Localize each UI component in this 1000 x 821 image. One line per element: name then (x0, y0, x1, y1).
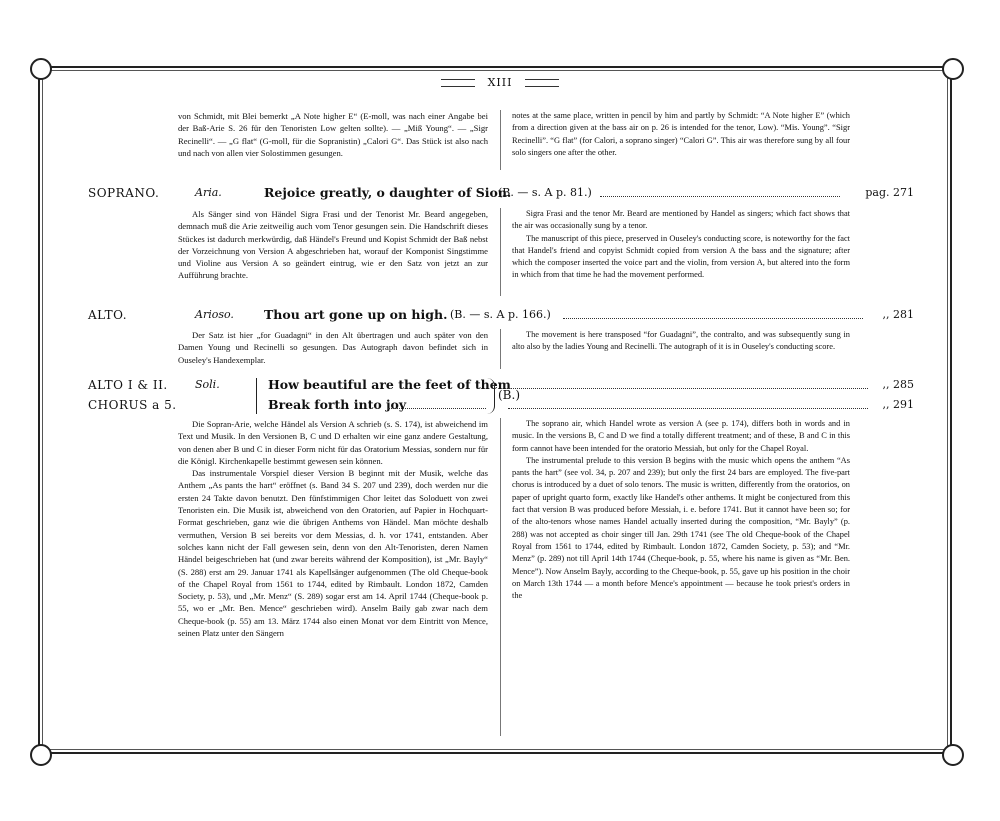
soprano-german-text: Als Sänger sind von Händel Sigra Frasi und der Tenorist Mr. Beard angegeben, demnach muß die Arie zeitweilig auch vom Tenor gesungen sein. Die Handschrift dieses Stückes ist dadurch merkwürdig, daß Händel's Freund und Kopist Schmidt der Baß nebst der Vorzeichnung von Version A abgeschrieben hat, worauf der Komponist Singstimme und Violine aus Version A so geändert eintrug, wie er den Satz von jetzt an zur Aufführung brachte. (178, 209, 488, 281)
alto-german-text: Der Satz ist hier „for Guadagni“ in den Alt übertragen und auch später von den Damen Young und Recinelli so gesungen. Das Autograph davon befindet sich in Ouseley's Handexemplar. (178, 330, 488, 365)
leader-dots (563, 308, 863, 319)
movement-title: How beautiful are the feet of them (268, 377, 511, 392)
voice-label: ALTO I & II. (88, 378, 168, 392)
chorus-english (512, 418, 850, 602)
style-label: Soli. (195, 378, 220, 391)
intro-german-text: von Schmidt, mit Blei bemerkt „A Note higher E“ (E-moll, was nach einer Angabe bei der Baß-Arie S. 26 für den Tenoristen Low gelten sollte). — „Miß Young“. — „Sigr Recinelli“. — „G flat“ (G-moll, für die Sopranistin) „Calori G“. Das Stück ist also nach und nach von allen vier Solostimmen gesungen. (178, 111, 488, 158)
soprano-english-p2: The manuscript of this piece, preserved in Ouseley's conducting score, is noteworthy for the fact that Handel's friend and copyist Schmidt copied from version A the bass and the signature; after which the composer inserted the voice part and the violin, from version A, but altered into the form in which from that time he had the movement performed. (512, 233, 850, 280)
chorus-german-p2: Das instrumentale Vorspiel dieser Version B beginnt mit der Musik, welche das Anthem „As pants the hart“ eröffnet (s. Band 34 S. 207 und 239), doch werden nur die ersten 24 Takte davon benutzt. Den fünfstimmigen Chor leitet das Soloduett von zwei Tenoristen ein. Die Musik ist, abweichend von den Oratorien, auf Papier in Hochquart-Format geschrieben, ganz wie die übrigen Anthems von Händel. Man möchte deshalb vermuthen, Version B sei bereits vor dem Messias, d. h. vor 1741, entstanden. Aber solches kann nicht der Fall gewesen sein, denn von den Alt-Tenoristen, deren Namen Händel beigeschrieben hat (und zwar bereits während der Komposition), ist „Mr. Bayly“ (S. 288) erst am 29. Januar 1741 als Kapellsänger aufgenommen (The old Cheque-book of the Chapel Royal from 1561 to 1744, edited by Rimbault. London 1872, Camden Society, p. 53), und „Mr. Menz“ (S. 289) sogar erst am 14. April 1744 (Cheque-book p. 55, wo er „Mr. Ben. Mence“ geschrieben wird). Anselm Baily gab zwar nach dem Cheque-book (p. 55) am 13. März 1744 also einen Monat vor dem Eintritt von Mence, seinen Platz unter den Sängern (178, 468, 488, 639)
chorus-german (178, 418, 488, 639)
soprano-english-p1: Sigra Frasi and the tenor Mr. Beard are mentioned by Handel as singers; which fact shows that the air was occasionally sung by a tenor. (512, 209, 850, 231)
header-ornament-left (441, 79, 475, 87)
movement-title: Thou art gone up on high. (264, 307, 448, 322)
page-reference: ,, 291 (882, 398, 914, 411)
style-label: Arioso. (195, 308, 234, 321)
brace-right (486, 378, 495, 414)
chorus-german-p1: Die Sopran-Arie, welche Händel als Version A schrieb (s. S. 174), ist abweichend im Text und Musik. In den Versionen B, C und D erhalten wir eine ganz andere Gestaltung, von denen aber B und C in dieser Form nicht für das Oratorium Messias, sondern nur für die Königl. Kirchenkapelle bestimmt gewesen sein können. (178, 419, 488, 466)
column-divider (500, 110, 501, 170)
intro-german (178, 110, 488, 159)
style-label: Aria. (195, 186, 222, 199)
voice-label: CHORUS a 5. (88, 398, 177, 412)
intro-english-text: notes at the same place, written in pencil by him and partly by Schmidt: “A Note higher E” (which from a direction given at the bass air on p. 26 is intended for the tenor, Low). “Mis. Young”. “Sigr Recinelli”. “G flat” (for Calori, a soprano singer) “Calori G”. This air was therefore sung by all four solo singers one after the other. (512, 111, 850, 157)
alto-english (512, 329, 850, 354)
version-reference: (B. — s. A p. 81.) (498, 186, 592, 199)
page-header (0, 76, 1000, 89)
voice-label: SOPRANO. (88, 186, 160, 200)
movement-title: Break forth into joy (268, 397, 407, 412)
version-reference: (B. — s. A p. 166.) (450, 308, 551, 321)
page-reference: ,, 281 (882, 308, 914, 321)
leader-dots (600, 186, 840, 197)
column-divider (500, 208, 501, 296)
chorus-english-p2: The instrumental prelude to this version B begins with the music which opens the anthem “As pants the hart” (see vol. 34, p. 207 and 239); but only the first 24 bars are employed. The five-part chorus is introduced by a duet of solo tenors. The music is written, differently from the oratorios, on paper of upright quarto form, exactly like Handel's other anthems. It might be conjectured from this fact that version B was produced before Messiah, i. e. before 1741. But it cannot have been so; for of the alto-tenors whose names Handel actually inserted during the composition, “Mr. Bayly” (p. 288) was not accepted as choir singer till Jan. 29th 1741 (see The old Cheque-book of the Chapel Royal from 1561 to 1744, edited by Rimbault. London 1872, Camden Society, p. 53); and “Mr. Menz” (p. 289) not till April 14th 1744 (Cheque-book, p. 55, where his name is given as “Mr. Ben. Mence”). Now Anselm Bayly, according to the Cheque-book, p. 55, gave up his position in the choir on March 13th 1744 — a month before Mence's appointment — because he took priest's orders in the (512, 455, 850, 601)
chorus-english-p1: The soprano air, which Handel wrote as version A (see p. 174), differs both in words and in music. In the versions B, C and D we find a totally different treatment; and of these, B and C in this form cannot have been intended for the oratorio Messiah, but only for the Chapel Royal. (512, 419, 850, 453)
intro-english (512, 110, 850, 159)
soprano-english (512, 208, 850, 282)
leader-dots (508, 398, 868, 409)
leader-dots (508, 378, 868, 389)
entry-alto (88, 308, 918, 326)
corner-ornament-bottom-left (30, 744, 52, 766)
corner-ornament-bottom-right (942, 744, 964, 766)
brace-left (256, 378, 265, 414)
alto-german (178, 329, 488, 366)
entry-soprano (88, 186, 918, 204)
column-divider (500, 418, 501, 736)
voice-label: ALTO. (88, 308, 128, 322)
page-reference: ,, 285 (882, 378, 914, 391)
version-reference: (B.) (498, 388, 520, 402)
movement-title: Rejoice greatly, o daughter of Sion. (264, 185, 512, 200)
alto-english-text: The movement is here transposed “for Guadagni”, the contralto, and was subsequently sung in alto also by the ladies Young and Recinelli. The autograph of it is in Ouseley's conducting score. (512, 330, 850, 352)
column-divider (500, 329, 501, 369)
header-ornament-right (525, 79, 559, 87)
leader-dots (388, 398, 486, 409)
page-reference: pag. 271 (865, 186, 914, 199)
soprano-german (178, 208, 488, 282)
page-number: XIII (487, 76, 513, 89)
